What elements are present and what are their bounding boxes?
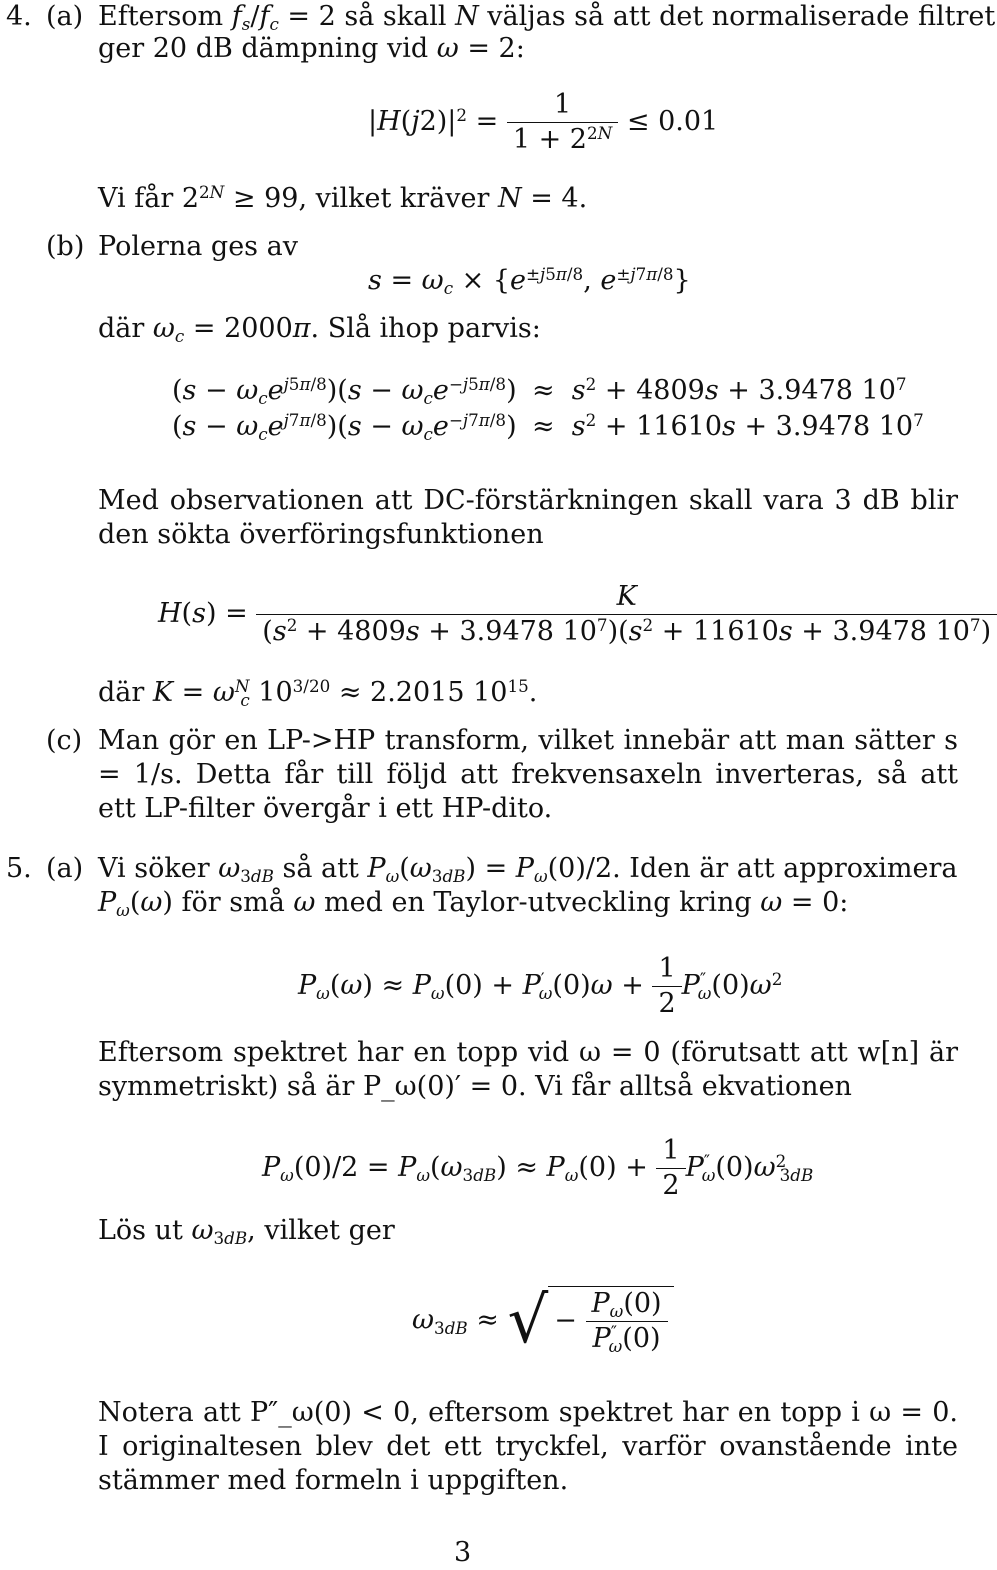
problem-5a-label: (a) (46, 853, 84, 884)
equation-fraction: $\frac{1}{2}$ (656, 1134, 685, 1203)
problem-5a-paragraph-1: Eftersom spektret har en topp vid ω = 0 (förutsatt att w[n] är symmetriskt) så är P_ω(0)′ = 0. Vi får alltså ekvationen (98, 1037, 958, 1102)
equation-poles: $s = \omega_c \times \{e^{\pm j5\pi/8}$, $e^{\pm j7\pi/8}$} (368, 263, 691, 299)
equation-magnitude-response: $|H(j2)|^2$ = $\frac{1}{1 + 2^{2N}}$ ≤ 0.01 (368, 89, 719, 155)
problem-5-number: 5. (6, 853, 32, 884)
problem-4a-text-line1: Eftersom $f_s/f_c = 2$ så skall N väljas så att det normaliserade filtret (98, 1, 996, 35)
problem-4b-paragraph: Med observationen att DC-förstärkningen skall vara 3 dB blir den sökta överföringsfunktionen (98, 485, 958, 550)
page-number: 3 (454, 1537, 472, 1568)
problem-5a-paragraph-2: Notera att P″_ω(0) < 0, eftersom spektret har en topp i ω = 0. I originaltesen blev det ett tryckfel, varför ovanstående inte stämmer med formeln i uppgiften. (98, 1397, 958, 1496)
equation-pole-pair-1-result: ≈ $s^2 + 4809s + 3.9478$ $10^7$ (532, 373, 907, 406)
problem-4a-label: (a) (46, 1, 84, 32)
equation-sqrt-body: − $\frac{P_\omega(0)}{P''_\omega(0)}$ (548, 1286, 673, 1356)
equation-pole-pair-2: $(s - \omega_ce^{j7\pi/8})(s - \omega_ce^{-j7\pi/8})$ (172, 409, 517, 445)
problem-4b-text-line3: där $K = \omega^N_c$ $10^{3/20} \approx 2.2015$ $10^{15}$. (98, 675, 538, 711)
equation-fraction: $\frac{K}{(s^2 + 4809s + 3.9478 10^7)(s^2 + 11610s + 3.9478 10^7)}$ (256, 580, 997, 649)
problem-4a-text-line3: Vi får $2^{2N} \ge 99$, vilket kräver N = 4. (98, 181, 588, 214)
equation-omega-3db: $\omega_{3dB}$ ≈ √ − $\frac{P_\omega(0)}{P''_\omega(0)}$ (412, 1286, 674, 1356)
problem-4c-label: (c) (46, 725, 83, 756)
problem-5a-text-line2: $P_\omega(\omega)$ för små ω med en Taylor-utveckling kring ω = 0: (98, 887, 849, 921)
equation-taylor: $P_\omega(\omega) \approx P_\omega(0) + P'_\omega(0)\omega$ + $\frac{1}{2}$ $P''_\omega(0)\omega^2$ (298, 953, 783, 1019)
equation-fraction: $\frac{1}{2}$ (652, 952, 681, 1021)
equation-fraction: $\frac{1}{1 + 2^{2N}}$ (507, 88, 618, 157)
problem-4a-text-line2: ger 20 dB dämpning vid ω = 2: (98, 33, 525, 64)
problem-4b-label: (b) (46, 231, 85, 262)
equation-pole-pair-2-result: ≈ $s^2 + 11610s + 3.9478$ $10^7$ (532, 409, 924, 442)
equation-transfer-function: H(s) = $\frac{K}{(s^2 + 4809s + 3.9478 10^7)(s^2 + 11610s + 3.9478 10^7)}$ (158, 580, 997, 649)
equation-half-power: $P_\omega(0)/2 = P_\omega(\omega_{3dB}) \approx P_\omega(0)$ + $\frac{1}{2}$ $P''_\omega(0)\omega^2_{3dB}$ (262, 1135, 814, 1201)
square-root-icon: √ (507, 1284, 549, 1358)
problem-5a-text-line1: Vi söker $\omega_{3dB}$ så att $P_\omega(\omega_{3dB}) = P_\omega(0)/2$. Iden är att approximera (98, 853, 958, 887)
problem-4-number: 4. (6, 1, 32, 32)
problem-5a-text-solve: Lös ut $\omega_{3dB}$, vilket ger (98, 1215, 395, 1249)
problem-4b-text-line2: där $\omega_c = 2000\pi$. Slå ihop parvis: (98, 313, 541, 347)
problem-4c-paragraph: Man gör en LP->HP transform, vilket innebär att man sätter s = 1/s. Detta får till följd att frekvensaxeln inverteras, så att ett LP-filter övergår i ett HP-dito. (98, 725, 958, 824)
equation-pole-pair-1: $(s - \omega_ce^{j5\pi/8})(s - \omega_ce^{-j5\pi/8})$ (172, 373, 517, 409)
problem-4b-text-line1: Polerna ges av (98, 231, 298, 262)
equation-fraction: $\frac{P_\omega(0)}{P''_\omega(0)}$ (586, 1287, 668, 1356)
